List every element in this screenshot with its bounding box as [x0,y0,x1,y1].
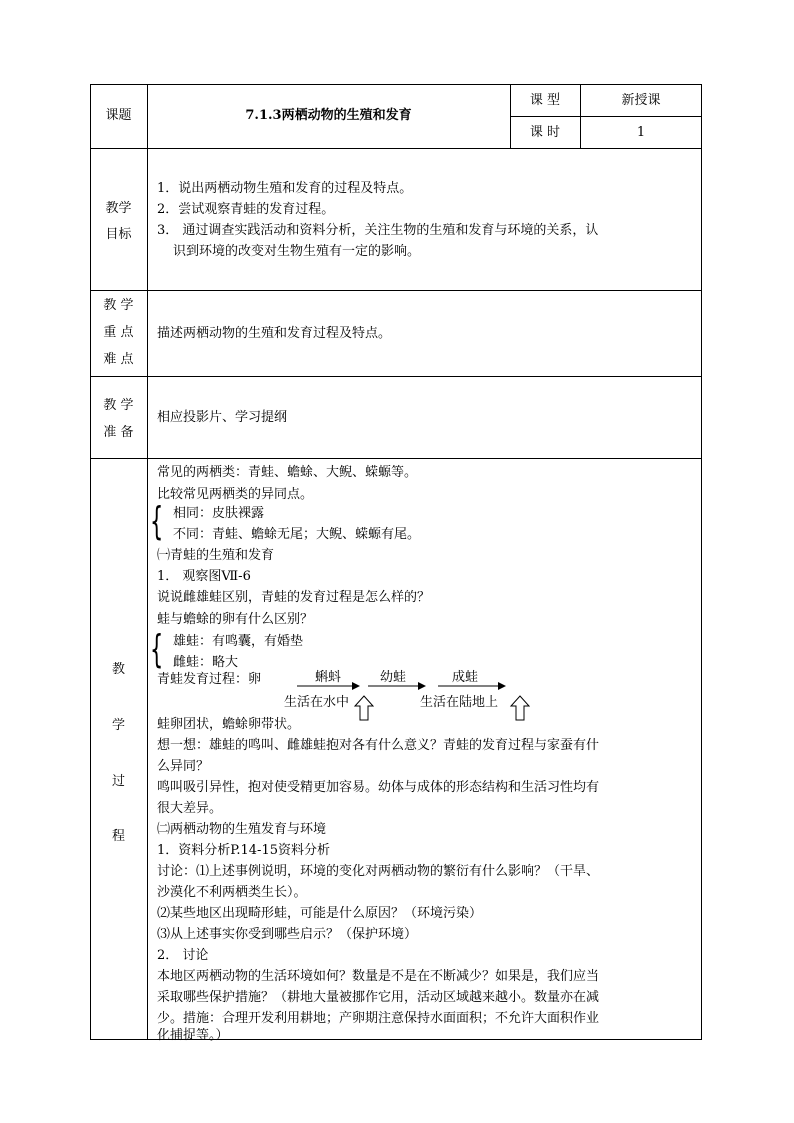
lesson-hours-label: 课 时 [529,125,561,140]
process-line: 蛙卵团状，蟾蜍卵带状。 [157,717,301,732]
process-label: 程 [111,829,125,844]
section-heading: ㈡两栖动物的生殖发育与环境 [157,822,327,837]
process-line: 少。措施：合理开发利用耕地；产卵期注意保持水面面积；不允许大面积作业 [157,1011,600,1026]
brace-icon: { [150,499,164,543]
lesson-type-value: 新授课 [621,93,661,108]
habitat-land: 生活在陆地上 [420,695,499,710]
process-label: 教 [111,662,125,677]
stage-adult: 成蛙 [452,670,479,685]
process-line: 想一想：雄蛙的鸣叫、雌雄蛙抱对各有什么意义？青蛙的发育过程与家蚕有什 [157,738,600,753]
process-line: 1． 观察图Ⅶ-6 [157,569,251,584]
objectives-label: 目标 [105,227,132,242]
objective-item: 1．说出两栖动物生殖和发育的过程及特点。 [157,181,413,196]
prep-label: 准 备 [103,425,134,440]
objective-item: 3． 通过调查实践活动和资料分析，关注生物的生殖和发育与环境的关系，认 [157,223,599,238]
habitat-water: 生活在水中 [284,695,350,710]
process-line: 雄蛙：有鸣囊，有婚垫 [173,634,304,649]
process-line: 讨论：⑴上述事例说明，环境的变化对两栖动物的繁衍有什么影响？（干旱、 [157,864,600,879]
process-line: 本地区两栖动物的生活环境如何？数量是不是在不断减少？如果是，我们应当 [157,969,600,984]
process-line: ⑵某些地区出现畸形蛙，可能是什么原因？（环境污染） [157,906,483,921]
process-line: 么异同？ [157,759,210,774]
focus-text: 描述两栖动物的生殖和发育过程及特点。 [157,326,392,341]
stage-froglet: 幼蛙 [380,670,407,685]
process-line: 比较常见两栖类的异同点。 [157,487,314,502]
lesson-type-label: 课 型 [529,93,561,108]
process-line: ⑶从上述事实你受到哪些启示？（保护环境） [157,927,418,942]
page-title: 7.1.3两栖动物的生殖和发育 [245,108,412,123]
process-line: 青蛙发育过程：卵 [157,672,262,687]
prep-label: 教 学 [103,398,134,413]
objectives-label: 教学 [105,201,132,216]
process-line: 1．资料分析P.14-15资料分析 [157,843,330,858]
objective-item: 识到环境的改变对生物生殖有一定的影响。 [173,244,421,259]
process-line: 2． 讨论 [157,948,209,963]
focus-label: 难 点 [103,352,134,367]
process-line: 说说雌雄蛙区别，青蛙的发育过程是怎么样的？ [157,590,431,605]
process-line: 采取哪些保护措施？（耕地大量被挪作它用，活动区域越来越小。数量亦在减 [157,990,600,1005]
process-line: 很大差异。 [157,801,223,816]
process-line: 化捕捉等。） [157,1028,229,1043]
process-line: 鸣叫吸引异性，抱对使受精更加容易。幼体与成体的形态结构和生活习性均有 [157,780,600,795]
objective-item: 2．尝试观察青蛙的发育过程。 [157,202,335,217]
stage-tadpole: 蝌蚪 [315,670,342,685]
process-line: 蛙与蟾蜍的卵有什么区别？ [157,612,314,627]
process-line: 雌蛙：略大 [173,655,239,670]
process-line: 不同：青蛙、蟾蜍无尾；大鲵、蝾螈有尾。 [173,527,421,542]
section-heading: ㈠青蛙的生殖和发育 [157,548,275,563]
process-line: 常见的两栖类：青蛙、蟾蜍、大鲵、蝾螈等。 [157,465,418,480]
process-label: 学 [111,718,125,733]
focus-label: 重 点 [103,325,134,340]
focus-label: 教 学 [103,298,134,313]
brace-icon: { [150,627,164,671]
process-label: 过 [111,774,125,789]
process-line: 相同：皮肤裸露 [173,506,265,521]
lesson-hours-value: 1 [636,125,646,140]
process-line: 沙漠化不利两栖类生长）。 [157,885,307,900]
prep-text: 相应投影片、学习提纲 [157,410,288,425]
topic-label: 课题 [105,108,132,123]
